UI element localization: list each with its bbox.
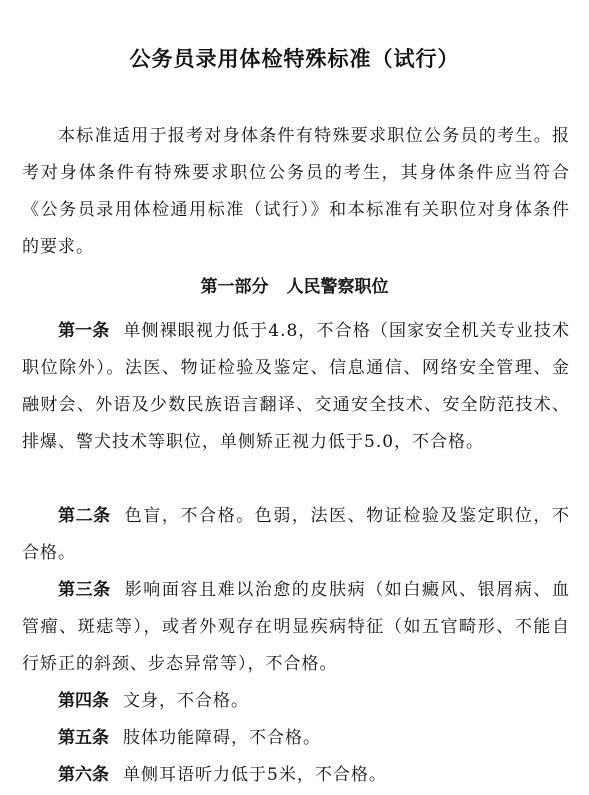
document-title: 公务员录用体检特殊标准（试行） (129, 47, 460, 71)
section-part-label: 第一部分 (200, 277, 269, 297)
article-1 (22, 313, 570, 461)
article-label: 第一条 (58, 321, 110, 341)
article-text: 肢体功能障碍，不合格。 (123, 728, 321, 748)
article-label: 第四条 (58, 691, 109, 711)
article-text: 影响面容且难以治愈的皮肤病（如白癜风、银屑病、血管瘤、斑痣等），或者外观存在明显疾病特征（如五官畸形、不能自行矫正的斜颈、步态异常等），不合格。 (22, 580, 571, 674)
article-2 (22, 498, 570, 572)
intro-paragraph: 本标准适用于报考对身体条件有特殊要求职位公务员的考生。报考对身体条件有特殊要求职位公务员的考生，其身体条件应当符合《公务员录用体检通用标准（试行）》和本标准有关职位对身体条件的要求。 (22, 126, 570, 257)
article-4 (22, 683, 570, 720)
article-5 (22, 720, 570, 757)
article-text: 单侧裸眼视力低于4.8，不合格（国家安全机关专业技术职位除外）。法医、物证检验及鉴定、信息通信、网络安全管理、金融财会、外语及少数民族语言翻译、交通安全技术、安全防范技术、排爆、警犬技术等职位，单侧矫正视力低于5.0，不合格。 (22, 321, 570, 452)
article-label: 第六条 (58, 765, 109, 785)
article-label: 第二条 (58, 506, 111, 526)
section-name: 人民警察职位 (286, 277, 389, 297)
article-6 (22, 757, 570, 794)
article-text: 色盲，不合格。色弱，法医、物证检验及鉴定职位，不合格。 (22, 506, 571, 563)
article-3 (22, 572, 570, 683)
article-text: 单侧耳语听力低于5米，不合格。 (123, 765, 387, 785)
article-label: 第三条 (58, 580, 111, 600)
article-label: 第五条 (58, 728, 109, 748)
section-heading (0, 272, 589, 302)
article-text: 文身，不合格。 (123, 691, 249, 711)
